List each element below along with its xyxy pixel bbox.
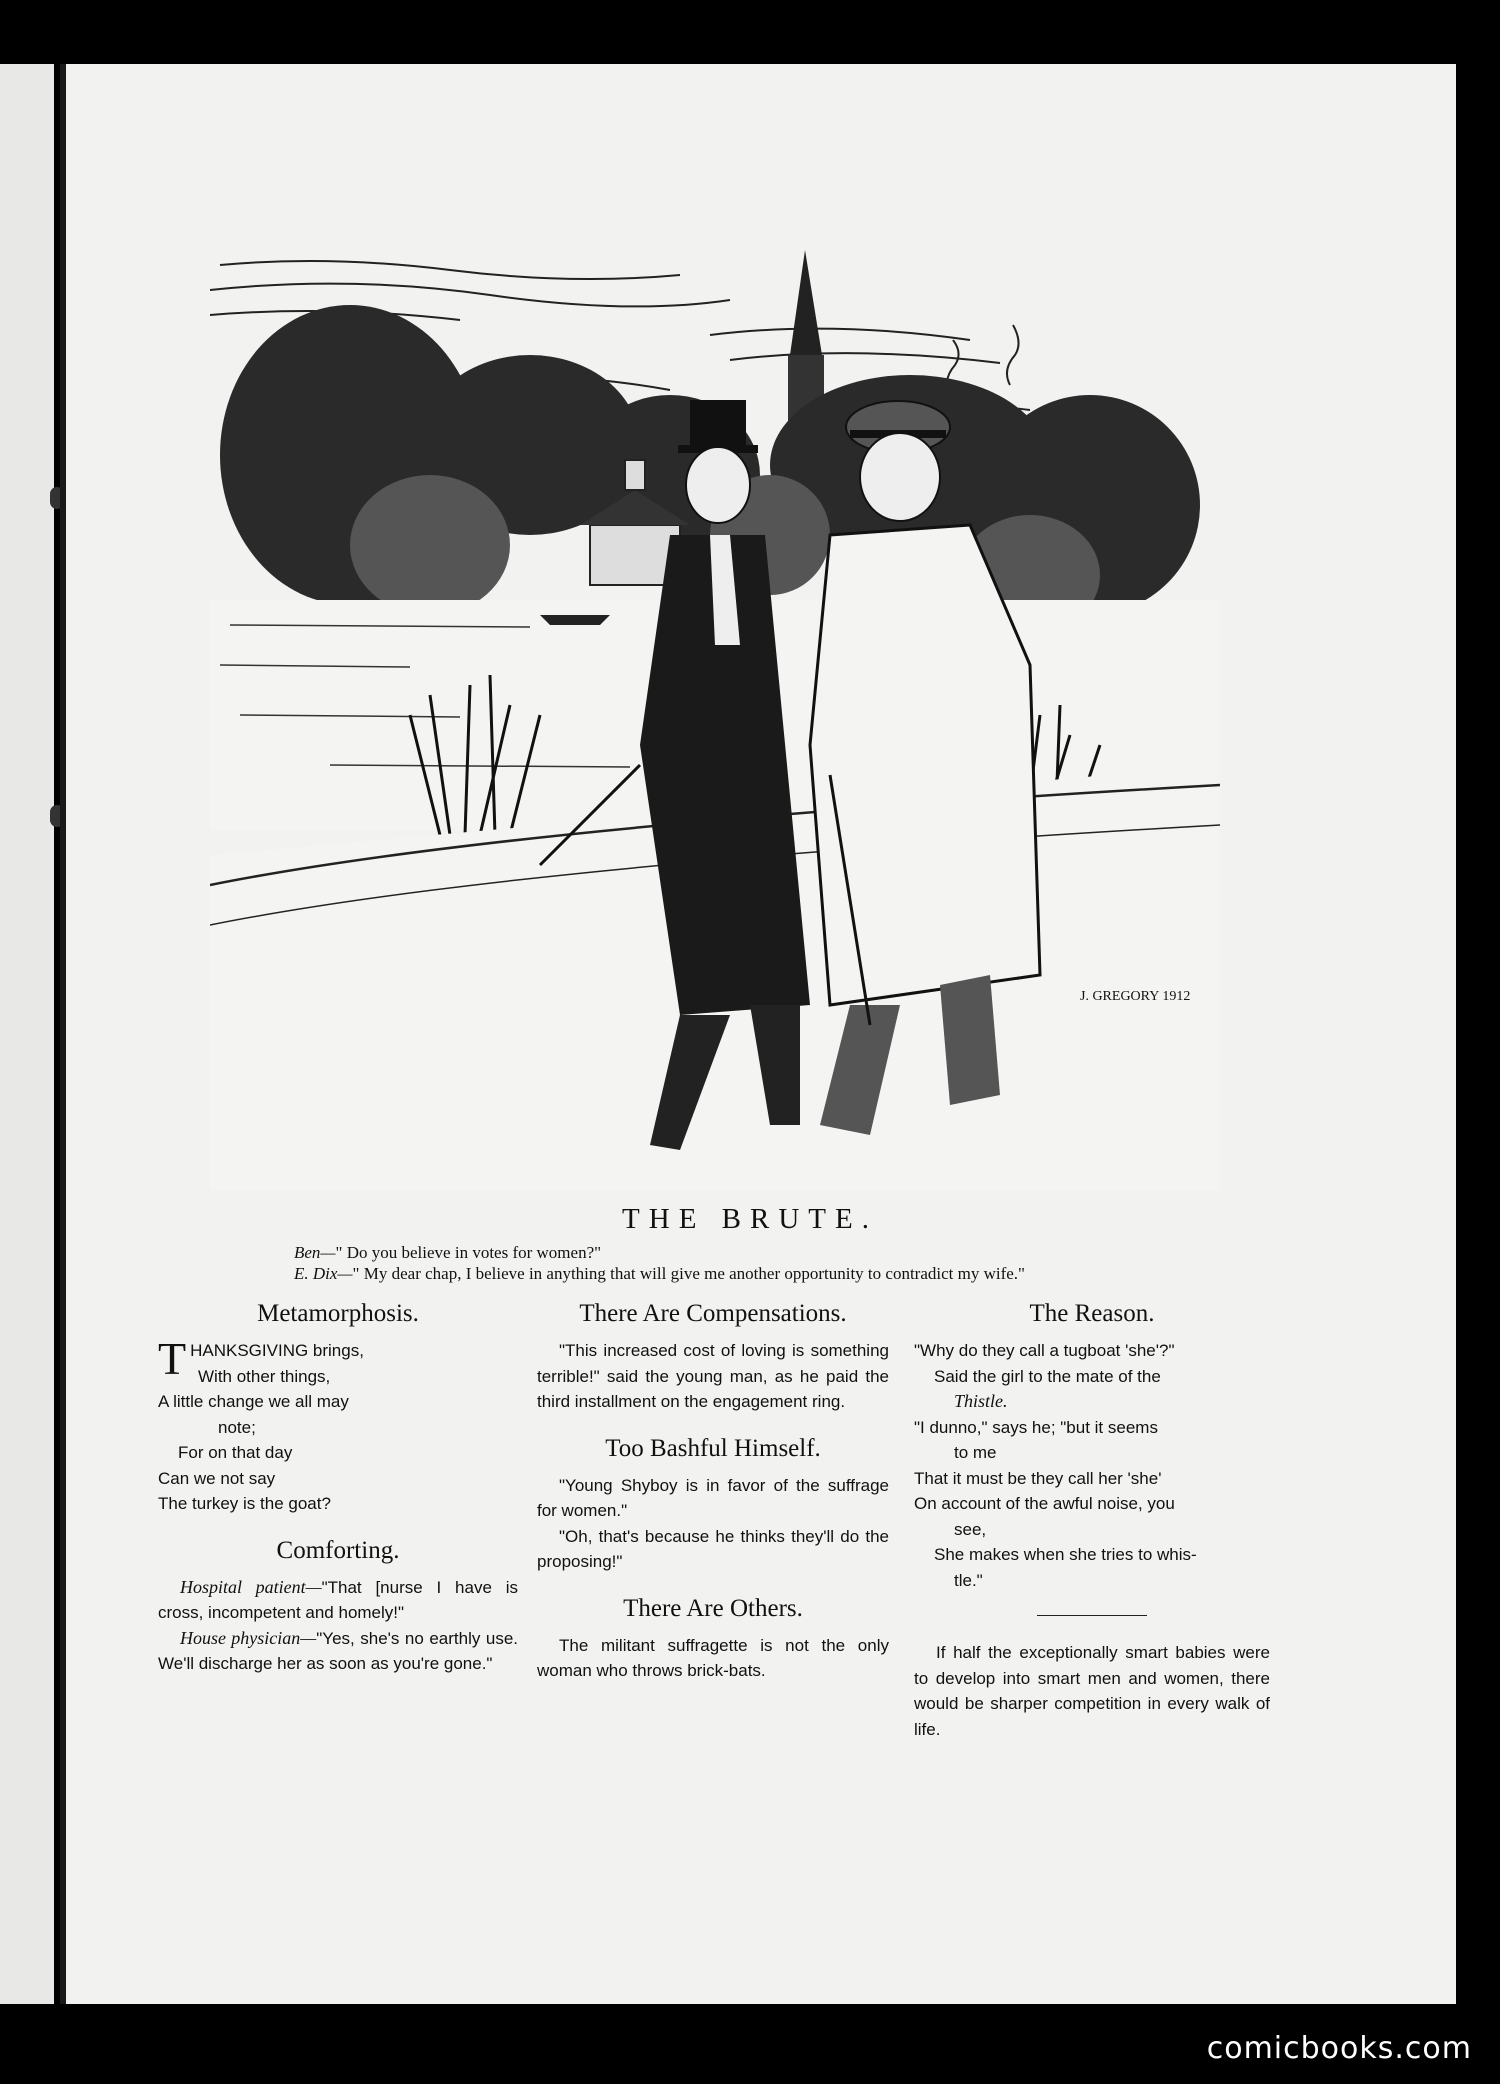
others-text: The militant suffragette is not the only woman who throws brick-bats. <box>537 1635 889 1680</box>
bashful-paragraph-1: "Young Shyboy is in favor of the suffrage for women." <box>537 1475 889 1520</box>
facing-page-edge <box>0 64 54 2004</box>
artist-signature: J. GREGORY 1912 <box>1080 989 1191 1004</box>
poem-line: Can we not say <box>158 1468 276 1488</box>
cartoon-title: THE BRUTE. <box>622 1203 878 1235</box>
poem-line: tle." <box>954 1570 983 1590</box>
caption-line-2 <box>294 1264 1025 1284</box>
poem-line: On account of the awful noise, you <box>914 1494 1175 1513</box>
patient-quote: "That [nurse I have is cross, incompetent and homely!" <box>158 1577 518 1622</box>
poem-line: Said the girl to the mate of the <box>934 1366 1161 1386</box>
poem-line: HANKSGIVING brings, <box>190 1341 364 1360</box>
heading-reason: The Reason. <box>1029 1300 1155 1327</box>
poem-line: "I dunno," says he; "but it seems <box>914 1417 1158 1437</box>
speaker-physician: House physician— <box>180 1627 317 1648</box>
poem-line: That it must be they call her 'she' <box>914 1468 1162 1488</box>
column-middle <box>537 1300 889 1684</box>
poem-line: to me <box>954 1443 997 1462</box>
heading-bashful: Too Bashful Himself. <box>605 1434 821 1462</box>
compensations-text: "This increased cost of loving is something terrible!" said the young man, as he paid the third installment on the engagement ring. <box>537 1341 889 1411</box>
speaker-e-dix: E. Dix— <box>294 1264 353 1283</box>
epigram-text: If half the exceptionally smart babies were to develop into smart men and women, there would be sharper competition in every walk of life. <box>914 1643 1270 1739</box>
comforting-paragraph-1 <box>158 1575 518 1626</box>
heading-metamorphosis: Metamorphosis. <box>257 1300 419 1327</box>
poem-line: A little change we all may <box>158 1392 349 1411</box>
comforting-paragraph-2 <box>158 1626 518 1677</box>
poem-line: With other things, <box>198 1366 331 1386</box>
bashful-paragraph-2: "Oh, that's because he thinks they'll do the proposing!" <box>537 1526 889 1571</box>
poem-line: note; <box>218 1417 256 1437</box>
watermark: comicbooks.com <box>1206 2031 1472 2066</box>
column-left <box>158 1300 518 1677</box>
e-dix-quote: " My dear chap, I believe in anything that will give me another opportunity to contradict my wife." <box>352 1264 1025 1283</box>
cartoon-illustration <box>210 245 1220 1190</box>
speaker-patient: Hospital patient— <box>180 1576 322 1597</box>
poem-line: "Why do they call a tugboat 'she'?" <box>914 1341 1175 1360</box>
poem-line: see, <box>954 1519 987 1539</box>
speaker-ben: Ben— <box>294 1243 336 1262</box>
poem-metamorphosis <box>158 1333 518 1517</box>
poem-line: Thistle. <box>954 1391 1008 1411</box>
heading-comforting: Comforting. <box>276 1536 400 1564</box>
ben-quote: " Do you believe in votes for women?" <box>335 1243 602 1262</box>
caption-line-1 <box>294 1243 601 1263</box>
poem-line: For on that day <box>178 1443 293 1462</box>
poem-line: The turkey is the goat? <box>158 1494 331 1513</box>
column-right <box>914 1300 1270 1742</box>
physician-quote: "Yes, she's no earthly use. We'll discharge her as soon as you're gone." <box>158 1628 518 1673</box>
heading-others: There Are Others. <box>623 1594 803 1622</box>
section-divider <box>1037 1615 1147 1616</box>
poem-line: She makes when she tries to whis- <box>934 1545 1197 1564</box>
heading-compensations: There Are Compensations. <box>579 1300 847 1327</box>
drop-cap: T <box>158 1333 187 1384</box>
